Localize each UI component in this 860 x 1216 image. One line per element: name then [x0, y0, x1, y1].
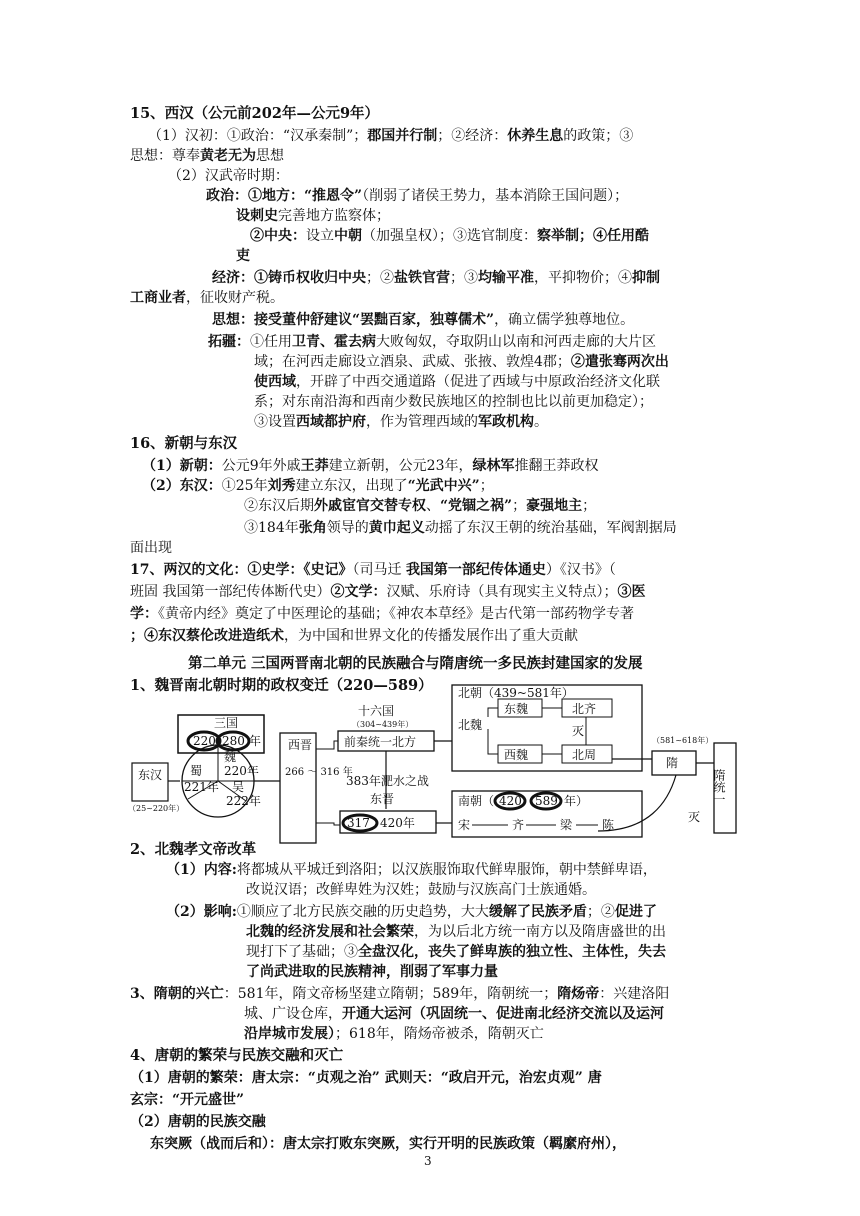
s15-economy-2: 工商业者，征收财产税。	[130, 290, 284, 306]
page-number: 3	[424, 1154, 432, 1168]
donghan-label: 东汉	[138, 768, 163, 782]
wu-year: 222年	[226, 794, 261, 808]
shu-label: 蜀	[190, 764, 203, 778]
s16-line-4: ③184年张角领导的黄巾起义动摇了东汉王朝的统治基础，军阀割据局	[244, 520, 677, 536]
sui-label: 隋	[666, 756, 679, 770]
beichao-label: 北朝（439~581年）	[458, 686, 574, 700]
wei-label: 魏	[224, 750, 237, 764]
s3-line-2: 城、广设仓库，开通大运河（巩固统一、促进南北经济交流以及运河	[244, 1006, 664, 1022]
s15-line-3: （2）汉武帝时期：	[168, 168, 289, 184]
s4-line-2: 玄宗：“开元盛世”	[130, 1092, 245, 1108]
qi-label: 齐	[512, 818, 525, 832]
section-15-title: 15、西汉（公元前202年—公元9年）	[130, 105, 380, 122]
dongjin-label: 东晋	[370, 792, 395, 806]
year-280: 280	[222, 734, 245, 748]
sui-unify-label: 隋统一	[712, 769, 726, 805]
s16-line-3: ②东汉后期外戚宦官交替专权、“党锢之祸”；豪强地主；	[244, 498, 597, 514]
beiqi-label: 北齐	[572, 702, 597, 716]
qianqin-label: 前秦统一北方	[344, 735, 417, 749]
s15-expansion-3: 使西域，开辟了中西交通道路（促进了西域与中原政治经济文化联	[254, 374, 660, 390]
xijin-years: 266 ～ 316 年	[285, 767, 353, 778]
s2-impact-1: （2）影响:①顺应了北方民族交融的历史趋势，大大缓解了民族矛盾；②促进了	[166, 904, 657, 920]
year-suffix: 年	[249, 734, 262, 748]
s2-impact-3: 现打下了基础；③全盘汉化，丧失了鲜卑族的独立性、主体性，失去	[246, 944, 666, 960]
s17-line-2: 班固 我国第一部纪传体断代史）②文学：汉赋、乐府诗（具有现实主义特点）；③医	[130, 584, 646, 600]
s15-line-2: 思想：尊奉黄老无为思想	[130, 148, 284, 164]
s15-economy-1: 经济：①铸币权收归中央；②盐铁官营；③均输平准，平抑物价；④抑制	[212, 270, 660, 286]
mie-north: 灭	[572, 724, 585, 738]
song-label: 宋	[458, 818, 471, 832]
s17-line-4: ；④东汉蔡伦改进造纸术，为中国和世界文化的传播发展作出了重大贡献	[130, 628, 578, 644]
s4-line-4: 东突厥（战而后和）：唐太宗打败东突厥，实行开明的民族政策（羁縻府州），	[150, 1136, 626, 1152]
xijin-label: 西晋	[288, 738, 313, 752]
s2-content-1: （1）内容:将都城从平城迁到洛阳；以汉族服饰取代鲜卑服饰，朝中禁鲜卑语，	[166, 862, 657, 878]
sui-years: （581~618年）	[652, 736, 714, 745]
s4-line-1: （1）唐朝的繁荣：唐太宗：“贞观之治” 武则天：“政启开元，治宏贞观” 唐	[130, 1070, 602, 1086]
wu-label: 吴	[232, 780, 245, 794]
beiwei-label: 北魏	[458, 718, 483, 732]
s17-line-1: 17、两汉的文化：①史学：《史记》（司马迁 我国第一部纪传体通史）《汉书》（	[130, 562, 616, 578]
s15-expansion-2: 域；在河西走廊设立酒泉、武威、张掖、敦煌4郡；②遣张骞两次出	[254, 354, 669, 370]
s15-line-1: （1）汉初：①政治：“汉承秦制”；郡国并行制；②经济：休养生息的政策；③	[148, 128, 634, 144]
nanchao-end: 589	[535, 794, 558, 808]
s15-politics-4: 吏	[236, 248, 250, 264]
s17-line-3: 学：《黄帝内经》奠定了中医理论的基础；《神农本草经》是古代第一部药物学专著	[130, 606, 634, 622]
mie-south: 灭	[688, 810, 701, 824]
feishui-label: 383年淝水之战	[346, 774, 429, 788]
s4-line-3: （2）唐朝的民族交融	[130, 1114, 266, 1130]
beizhou-label: 北周	[572, 748, 597, 762]
sanguo-label: 三国	[214, 716, 239, 730]
unit-2-section-1: 1、魏晋南北朝时期的政权变迁（220—589）	[130, 677, 433, 694]
xiwei-label: 西魏	[504, 748, 529, 762]
dongjin-end: 420年	[380, 816, 415, 830]
section-2-title: 2、北魏孝文帝改革	[130, 841, 257, 858]
s3-line-1: 3、隋朝的兴亡：581年，隋文帝杨坚建立隋朝；589年，隋朝统一；隋炀帝：兴建洛阳	[130, 986, 670, 1002]
s15-expansion-4: 系；对东南沿海和西南少数民族地区的控制也比以前更加稳定）；	[254, 394, 653, 410]
s15-expansion-1: 拓疆：①任用卫青、霍去病大败匈奴，夺取阴山以南和河西走廊的大片区	[208, 334, 656, 350]
unit-2-title: 第二单元 三国两晋南北朝的民族融合与隋唐统一多民族封建国家的发展	[188, 655, 643, 672]
liang-label: 梁	[560, 818, 573, 832]
nanchao-label: 南朝（	[458, 794, 495, 808]
s15-expansion-5: ③设置西域都护府，作为管理西域的军政机构。	[254, 414, 548, 430]
s2-content-2: 改说汉语；改鲜卑姓为汉姓；鼓励与汉族高门士族通婚。	[246, 882, 596, 898]
nanchao-start: 420	[499, 794, 522, 808]
wei-year: 220年	[224, 764, 259, 778]
s15-politics-1: 政治：①地方：“推恩令”（削弱了诸侯王势力，基本消除王国问题）；	[206, 188, 629, 204]
s15-politics-3: ②中央：设立中朝（加强皇权）；③选官制度：察举制；④任用酷	[250, 228, 649, 244]
s16-line-2: （2）东汉：①25年刘秀建立东汉，出现了“光武中兴”；	[142, 478, 494, 494]
s16-line-5: 面出现	[130, 540, 172, 556]
nanchao-suffix: 年）	[564, 794, 589, 808]
section-4-title: 4、唐朝的繁荣与民族交融和灭亡	[130, 1047, 344, 1064]
dongwei-label: 东魏	[504, 702, 529, 716]
year-220: 220	[193, 734, 216, 748]
s15-politics-2: 设刺史完善地方监察体；	[236, 208, 390, 224]
s15-thought: 思想：接受董仲舒建议“罢黜百家，独尊儒术”，确立儒学独尊地位。	[212, 312, 635, 328]
sixteen-kingdoms: 十六国	[358, 704, 395, 718]
shu-year: 221年	[184, 780, 219, 794]
s16-line-1: （1）新朝：公元9年外戚王莽建立新朝，公元23年，绿林军推翻王莽政权	[142, 458, 599, 474]
s2-impact-4: 了尚武进取的民族精神，削弱了军事力量	[246, 964, 498, 980]
s2-impact-2: 北魏的经济发展和社会繁荣，为以后北方统一南方以及隋唐盛世的出	[246, 924, 666, 940]
regime-change-diagram	[128, 686, 738, 838]
chen-label: 陈	[602, 818, 615, 832]
dongjin-start: 317	[347, 816, 370, 830]
donghan-years: （25~220年）	[128, 804, 185, 813]
s3-line-3: 沿岸城市发展）；618年，隋炀帝被杀，隋朝灭亡	[244, 1026, 544, 1042]
section-16-title: 16、新朝与东汉	[130, 435, 238, 452]
sixteen-kingdoms-years: （304~439年）	[352, 720, 414, 729]
